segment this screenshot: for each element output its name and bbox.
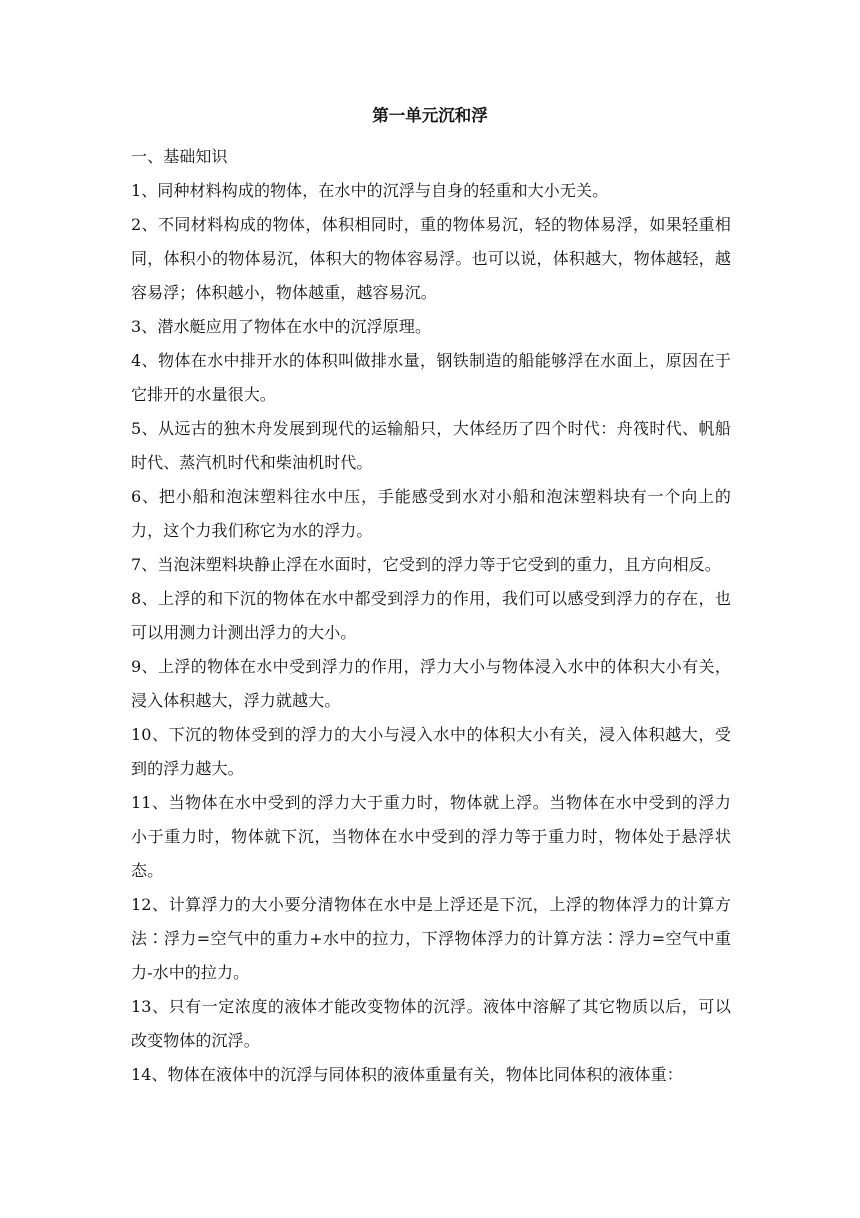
paragraph-7: 7、当泡沫塑料块静止浮在水面时，它受到的浮力等于它受到的重力，且方向相反。 [131, 555, 721, 574]
paragraph-3: 3、潜水艇应用了物体在水中的沉浮原理。 [131, 317, 432, 336]
paragraph-1: 1、同种材料构成的物体，在水中的沉浮与自身的轻重和大小无关。 [131, 181, 609, 200]
paragraph-5: 5、从远古的独木舟发展到现代的运输船只，大体经历了四个时代：舟筏时代、帆船时代、蒸汽机时代和柴油机时代。 [131, 419, 731, 472]
paragraph-12: 12、计算浮力的大小要分清物体在水中是上浮还是下沉，上浮的物体浮力的计算方法∶浮力=空气中的重力+水中的拉力，下浮物体浮力的计算方法∶浮力=空气中重力-水中的拉力。 [131, 895, 731, 982]
paragraph-4: 4、物体在水中排开水的体积叫做排水量，钢铁制造的船能够浮在水面上，原因在于它排开的水量很大。 [131, 351, 731, 404]
paragraph-9: 9、上浮的物体在水中受到浮力的作用，浮力大小与物体浸入水中的体积大小有关，浸入体积越大，浮力就越大。 [131, 657, 731, 710]
paragraph-8: 8、上浮的和下沉的物体在水中都受到浮力的作用，我们可以感受到浮力的存在，也可以用测力计测出浮力的大小。 [131, 589, 731, 642]
section-heading: 一、基础知识 [131, 147, 228, 166]
paragraph-11: 11、当物体在水中受到的浮力大于重力时，物体就上浮。当物体在水中受到的浮力小于重力时，物体就下沉，当物体在水中受到的浮力等于重力时，物体处于悬浮状态。 [131, 793, 731, 880]
paragraph-14: 14、物体在液体中的沉浮与同体积的液体重量有关，物体比同体积的液体重： [131, 1065, 683, 1084]
paragraph-13: 13、只有一定浓度的液体才能改变物体的沉浮。液体中溶解了其它物质以后，可以改变物体的沉浮。 [131, 997, 731, 1050]
paragraph-2: 2、不同材料构成的物体，体积相同时，重的物体易沉，轻的物体易浮，如果轻重相同，体积小的物体易沉，体积大的物体容易浮。也可以说，体积越大，物体越轻，越容易浮；体积越小，物体越重，越容易沉。 [131, 215, 731, 302]
document-title: 第一单元沉和浮 [372, 106, 488, 125]
paragraph-6: 6、把小船和泡沫塑料往水中压，手能感受到水对小船和泡沫塑料块有一个向上的力，这个力我们称它为水的浮力。 [131, 487, 731, 540]
paragraph-10: 10、下沉的物体受到的浮力的大小与浸入水中的体积大小有关，浸入体积越大，受到的浮力越大。 [131, 725, 731, 778]
document-body [131, 140, 731, 1092]
